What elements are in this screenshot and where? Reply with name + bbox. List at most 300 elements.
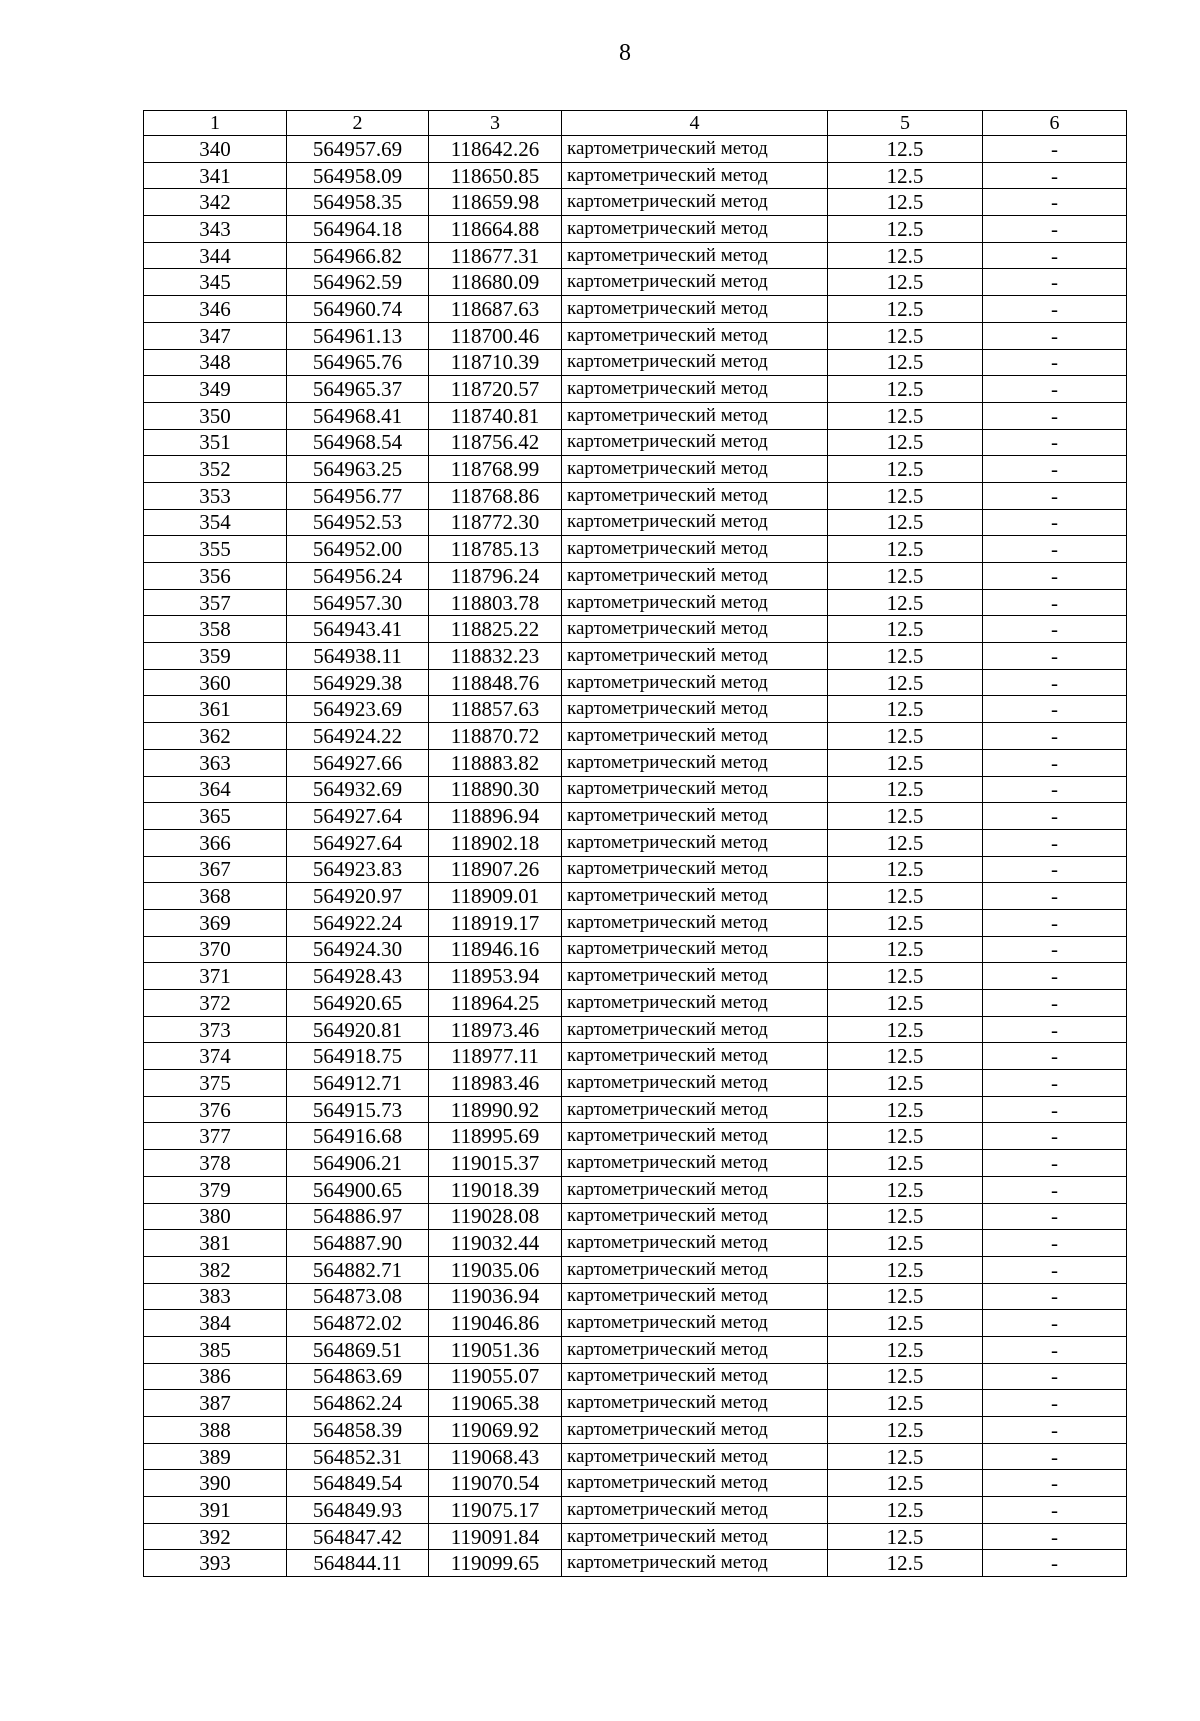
note-cell: - xyxy=(983,776,1127,803)
x-coordinate-cell: 564849.54 xyxy=(287,1470,429,1497)
x-coordinate-cell: 564938.11 xyxy=(287,643,429,670)
note-cell: - xyxy=(983,456,1127,483)
method-cell: картометрический метод xyxy=(562,936,828,963)
x-coordinate-cell: 564922.24 xyxy=(287,909,429,936)
table-row xyxy=(144,242,1127,269)
point-number-cell: 385 xyxy=(144,1336,287,1363)
page-number: 8 xyxy=(619,40,631,66)
accuracy-cell: 12.5 xyxy=(828,1497,983,1524)
note-cell: - xyxy=(983,829,1127,856)
accuracy-cell: 12.5 xyxy=(828,643,983,670)
x-coordinate-cell: 564928.43 xyxy=(287,963,429,990)
table-row xyxy=(144,189,1127,216)
method-cell: картометрический метод xyxy=(562,589,828,616)
table-row xyxy=(144,1310,1127,1337)
method-cell: картометрический метод xyxy=(562,1096,828,1123)
table-row xyxy=(144,1390,1127,1417)
x-coordinate-cell: 564964.18 xyxy=(287,216,429,243)
y-coordinate-cell: 118896.94 xyxy=(429,803,562,830)
method-cell: картометрический метод xyxy=(562,1497,828,1524)
y-coordinate-cell: 118768.99 xyxy=(429,456,562,483)
accuracy-cell: 12.5 xyxy=(828,1550,983,1577)
method-cell: картометрический метод xyxy=(562,829,828,856)
table-row xyxy=(144,1150,1127,1177)
point-number-cell: 375 xyxy=(144,1070,287,1097)
accuracy-cell: 12.5 xyxy=(828,216,983,243)
y-coordinate-cell: 119046.86 xyxy=(429,1310,562,1337)
point-number-cell: 349 xyxy=(144,376,287,403)
accuracy-cell: 12.5 xyxy=(828,1070,983,1097)
note-cell: - xyxy=(983,1363,1127,1390)
x-coordinate-cell: 564957.69 xyxy=(287,136,429,163)
note-cell: - xyxy=(983,1230,1127,1257)
y-coordinate-cell: 119051.36 xyxy=(429,1336,562,1363)
method-cell: картометрический метод xyxy=(562,1070,828,1097)
point-number-cell: 341 xyxy=(144,162,287,189)
point-number-cell: 366 xyxy=(144,829,287,856)
y-coordinate-cell: 119055.07 xyxy=(429,1363,562,1390)
method-cell: картометрический метод xyxy=(562,482,828,509)
note-cell: - xyxy=(983,1523,1127,1550)
x-coordinate-cell: 564952.53 xyxy=(287,509,429,536)
point-number-cell: 391 xyxy=(144,1497,287,1524)
point-number-cell: 365 xyxy=(144,803,287,830)
accuracy-cell: 12.5 xyxy=(828,429,983,456)
accuracy-cell: 12.5 xyxy=(828,589,983,616)
note-cell: - xyxy=(983,589,1127,616)
method-cell: картометрический метод xyxy=(562,269,828,296)
accuracy-cell: 12.5 xyxy=(828,456,983,483)
note-cell: - xyxy=(983,136,1127,163)
accuracy-cell: 12.5 xyxy=(828,723,983,750)
point-number-cell: 392 xyxy=(144,1523,287,1550)
note-cell: - xyxy=(983,1310,1127,1337)
x-coordinate-cell: 564862.24 xyxy=(287,1390,429,1417)
x-coordinate-cell: 564923.83 xyxy=(287,856,429,883)
point-number-cell: 343 xyxy=(144,216,287,243)
y-coordinate-cell: 119035.06 xyxy=(429,1256,562,1283)
note-cell: - xyxy=(983,376,1127,403)
accuracy-cell: 12.5 xyxy=(828,1203,983,1230)
method-cell: картометрический метод xyxy=(562,963,828,990)
y-coordinate-cell: 118659.98 xyxy=(429,189,562,216)
accuracy-cell: 12.5 xyxy=(828,136,983,163)
y-coordinate-cell: 118907.26 xyxy=(429,856,562,883)
note-cell: - xyxy=(983,1016,1127,1043)
y-coordinate-cell: 118796.24 xyxy=(429,563,562,590)
note-cell: - xyxy=(983,536,1127,563)
table-row xyxy=(144,482,1127,509)
x-coordinate-cell: 564968.54 xyxy=(287,429,429,456)
accuracy-cell: 12.5 xyxy=(828,1176,983,1203)
note-cell: - xyxy=(983,216,1127,243)
accuracy-cell: 12.5 xyxy=(828,1123,983,1150)
coordinates-table xyxy=(143,110,1127,1577)
accuracy-cell: 12.5 xyxy=(828,963,983,990)
method-cell: картометрический метод xyxy=(562,1176,828,1203)
table-row xyxy=(144,376,1127,403)
point-number-cell: 373 xyxy=(144,1016,287,1043)
table-row xyxy=(144,883,1127,910)
note-cell: - xyxy=(983,1256,1127,1283)
y-coordinate-cell: 118700.46 xyxy=(429,322,562,349)
method-cell: картометрический метод xyxy=(562,322,828,349)
point-number-cell: 384 xyxy=(144,1310,287,1337)
method-cell: картометрический метод xyxy=(562,456,828,483)
method-cell: картометрический метод xyxy=(562,349,828,376)
x-coordinate-cell: 564869.51 xyxy=(287,1336,429,1363)
method-cell: картометрический метод xyxy=(562,1550,828,1577)
x-coordinate-cell: 564915.73 xyxy=(287,1096,429,1123)
table-row xyxy=(144,1497,1127,1524)
table-row xyxy=(144,616,1127,643)
accuracy-cell: 12.5 xyxy=(828,1417,983,1444)
y-coordinate-cell: 118664.88 xyxy=(429,216,562,243)
accuracy-cell: 12.5 xyxy=(828,269,983,296)
note-cell: - xyxy=(983,963,1127,990)
point-number-cell: 367 xyxy=(144,856,287,883)
method-cell: картометрический метод xyxy=(562,1256,828,1283)
point-number-cell: 368 xyxy=(144,883,287,910)
method-cell: картометрический метод xyxy=(562,1016,828,1043)
y-coordinate-cell: 118973.46 xyxy=(429,1016,562,1043)
accuracy-cell: 12.5 xyxy=(828,349,983,376)
table-row xyxy=(144,1417,1127,1444)
y-coordinate-cell: 119068.43 xyxy=(429,1443,562,1470)
method-cell: картометрический метод xyxy=(562,1417,828,1444)
note-cell: - xyxy=(983,1070,1127,1097)
accuracy-cell: 12.5 xyxy=(828,1336,983,1363)
y-coordinate-cell: 119091.84 xyxy=(429,1523,562,1550)
y-coordinate-cell: 119065.38 xyxy=(429,1390,562,1417)
note-cell: - xyxy=(983,1336,1127,1363)
point-number-cell: 387 xyxy=(144,1390,287,1417)
table-row xyxy=(144,696,1127,723)
note-cell: - xyxy=(983,1497,1127,1524)
note-cell: - xyxy=(983,1203,1127,1230)
accuracy-cell: 12.5 xyxy=(828,990,983,1017)
table-row xyxy=(144,643,1127,670)
x-coordinate-cell: 564965.37 xyxy=(287,376,429,403)
point-number-cell: 376 xyxy=(144,1096,287,1123)
x-coordinate-cell: 564965.76 xyxy=(287,349,429,376)
table-row xyxy=(144,1176,1127,1203)
point-number-cell: 382 xyxy=(144,1256,287,1283)
note-cell: - xyxy=(983,269,1127,296)
accuracy-cell: 12.5 xyxy=(828,669,983,696)
y-coordinate-cell: 118995.69 xyxy=(429,1123,562,1150)
y-coordinate-cell: 119069.92 xyxy=(429,1417,562,1444)
point-number-cell: 381 xyxy=(144,1230,287,1257)
point-number-cell: 393 xyxy=(144,1550,287,1577)
method-cell: картометрический метод xyxy=(562,402,828,429)
note-cell: - xyxy=(983,162,1127,189)
note-cell: - xyxy=(983,723,1127,750)
y-coordinate-cell: 119075.17 xyxy=(429,1497,562,1524)
y-coordinate-cell: 118953.94 xyxy=(429,963,562,990)
y-coordinate-cell: 119028.08 xyxy=(429,1203,562,1230)
table-row xyxy=(144,803,1127,830)
accuracy-cell: 12.5 xyxy=(828,322,983,349)
table-row xyxy=(144,296,1127,323)
point-number-cell: 348 xyxy=(144,349,287,376)
accuracy-cell: 12.5 xyxy=(828,1523,983,1550)
point-number-cell: 390 xyxy=(144,1470,287,1497)
method-cell: картометрический метод xyxy=(562,643,828,670)
point-number-cell: 345 xyxy=(144,269,287,296)
x-coordinate-cell: 564963.25 xyxy=(287,456,429,483)
table-row xyxy=(144,963,1127,990)
accuracy-cell: 12.5 xyxy=(828,1016,983,1043)
x-coordinate-cell: 564952.00 xyxy=(287,536,429,563)
point-number-cell: 371 xyxy=(144,963,287,990)
y-coordinate-cell: 118909.01 xyxy=(429,883,562,910)
accuracy-cell: 12.5 xyxy=(828,1230,983,1257)
x-coordinate-cell: 564968.41 xyxy=(287,402,429,429)
method-cell: картометрический метод xyxy=(562,1203,828,1230)
x-coordinate-cell: 564887.90 xyxy=(287,1230,429,1257)
table-row xyxy=(144,1230,1127,1257)
note-cell: - xyxy=(983,803,1127,830)
x-coordinate-cell: 564886.97 xyxy=(287,1203,429,1230)
point-number-cell: 340 xyxy=(144,136,287,163)
note-cell: - xyxy=(983,563,1127,590)
method-cell: картометрический метод xyxy=(562,1470,828,1497)
accuracy-cell: 12.5 xyxy=(828,909,983,936)
accuracy-cell: 12.5 xyxy=(828,1363,983,1390)
method-cell: картометрический метод xyxy=(562,376,828,403)
method-cell: картометрический метод xyxy=(562,1336,828,1363)
x-coordinate-cell: 564882.71 xyxy=(287,1256,429,1283)
y-coordinate-cell: 119018.39 xyxy=(429,1176,562,1203)
method-cell: картометрический метод xyxy=(562,1043,828,1070)
x-coordinate-cell: 564920.65 xyxy=(287,990,429,1017)
method-cell: картометрический метод xyxy=(562,1283,828,1310)
note-cell: - xyxy=(983,242,1127,269)
note-cell: - xyxy=(983,643,1127,670)
point-number-cell: 372 xyxy=(144,990,287,1017)
point-number-cell: 364 xyxy=(144,776,287,803)
table-row xyxy=(144,1363,1127,1390)
note-cell: - xyxy=(983,669,1127,696)
table-row xyxy=(144,322,1127,349)
header-row xyxy=(144,111,1127,136)
y-coordinate-cell: 118883.82 xyxy=(429,749,562,776)
accuracy-cell: 12.5 xyxy=(828,1390,983,1417)
accuracy-cell: 12.5 xyxy=(828,883,983,910)
point-number-cell: 388 xyxy=(144,1417,287,1444)
y-coordinate-cell: 118919.17 xyxy=(429,909,562,936)
accuracy-cell: 12.5 xyxy=(828,776,983,803)
method-cell: картометрический метод xyxy=(562,669,828,696)
y-coordinate-cell: 118772.30 xyxy=(429,509,562,536)
y-coordinate-cell: 119070.54 xyxy=(429,1470,562,1497)
table-row xyxy=(144,1550,1127,1577)
accuracy-cell: 12.5 xyxy=(828,509,983,536)
table-row xyxy=(144,990,1127,1017)
note-cell: - xyxy=(983,429,1127,456)
note-cell: - xyxy=(983,349,1127,376)
accuracy-cell: 12.5 xyxy=(828,803,983,830)
table-row xyxy=(144,856,1127,883)
y-coordinate-cell: 118890.30 xyxy=(429,776,562,803)
accuracy-cell: 12.5 xyxy=(828,1256,983,1283)
accuracy-cell: 12.5 xyxy=(828,829,983,856)
y-coordinate-cell: 118720.57 xyxy=(429,376,562,403)
x-coordinate-cell: 564852.31 xyxy=(287,1443,429,1470)
point-number-cell: 352 xyxy=(144,456,287,483)
column-header-2: 2 xyxy=(287,111,429,136)
accuracy-cell: 12.5 xyxy=(828,856,983,883)
note-cell: - xyxy=(983,189,1127,216)
y-coordinate-cell: 118857.63 xyxy=(429,696,562,723)
table-row xyxy=(144,509,1127,536)
note-cell: - xyxy=(983,509,1127,536)
x-coordinate-cell: 564962.59 xyxy=(287,269,429,296)
y-coordinate-cell: 118902.18 xyxy=(429,829,562,856)
point-number-cell: 378 xyxy=(144,1150,287,1177)
y-coordinate-cell: 118677.31 xyxy=(429,242,562,269)
y-coordinate-cell: 118740.81 xyxy=(429,402,562,429)
table-row xyxy=(144,1256,1127,1283)
accuracy-cell: 12.5 xyxy=(828,376,983,403)
x-coordinate-cell: 564873.08 xyxy=(287,1283,429,1310)
accuracy-cell: 12.5 xyxy=(828,296,983,323)
point-number-cell: 370 xyxy=(144,936,287,963)
x-coordinate-cell: 564961.13 xyxy=(287,322,429,349)
y-coordinate-cell: 118710.39 xyxy=(429,349,562,376)
point-number-cell: 389 xyxy=(144,1443,287,1470)
accuracy-cell: 12.5 xyxy=(828,749,983,776)
accuracy-cell: 12.5 xyxy=(828,482,983,509)
y-coordinate-cell: 118687.63 xyxy=(429,296,562,323)
point-number-cell: 346 xyxy=(144,296,287,323)
method-cell: картометрический метод xyxy=(562,242,828,269)
accuracy-cell: 12.5 xyxy=(828,536,983,563)
method-cell: картометрический метод xyxy=(562,1230,828,1257)
column-header-4: 4 xyxy=(562,111,828,136)
point-number-cell: 354 xyxy=(144,509,287,536)
y-coordinate-cell: 119036.94 xyxy=(429,1283,562,1310)
table-row xyxy=(144,402,1127,429)
column-header-3: 3 xyxy=(429,111,562,136)
method-cell: картометрический метод xyxy=(562,1390,828,1417)
x-coordinate-cell: 564924.30 xyxy=(287,936,429,963)
point-number-cell: 344 xyxy=(144,242,287,269)
note-cell: - xyxy=(983,1176,1127,1203)
y-coordinate-cell: 118785.13 xyxy=(429,536,562,563)
table-row xyxy=(144,936,1127,963)
x-coordinate-cell: 564932.69 xyxy=(287,776,429,803)
note-cell: - xyxy=(983,1550,1127,1577)
table-row xyxy=(144,1470,1127,1497)
accuracy-cell: 12.5 xyxy=(828,162,983,189)
method-cell: картометрический метод xyxy=(562,776,828,803)
note-cell: - xyxy=(983,296,1127,323)
y-coordinate-cell: 119099.65 xyxy=(429,1550,562,1577)
x-coordinate-cell: 564958.09 xyxy=(287,162,429,189)
method-cell: картометрический метод xyxy=(562,696,828,723)
note-cell: - xyxy=(983,883,1127,910)
note-cell: - xyxy=(983,856,1127,883)
accuracy-cell: 12.5 xyxy=(828,936,983,963)
method-cell: картометрический метод xyxy=(562,1150,828,1177)
note-cell: - xyxy=(983,990,1127,1017)
y-coordinate-cell: 118946.16 xyxy=(429,936,562,963)
method-cell: картометрический метод xyxy=(562,509,828,536)
y-coordinate-cell: 118756.42 xyxy=(429,429,562,456)
y-coordinate-cell: 118990.92 xyxy=(429,1096,562,1123)
x-coordinate-cell: 564956.24 xyxy=(287,563,429,590)
point-number-cell: 358 xyxy=(144,616,287,643)
x-coordinate-cell: 564863.69 xyxy=(287,1363,429,1390)
accuracy-cell: 12.5 xyxy=(828,402,983,429)
x-coordinate-cell: 564927.64 xyxy=(287,803,429,830)
method-cell: картометрический метод xyxy=(562,1310,828,1337)
x-coordinate-cell: 564927.64 xyxy=(287,829,429,856)
method-cell: картометрический метод xyxy=(562,883,828,910)
accuracy-cell: 12.5 xyxy=(828,616,983,643)
note-cell: - xyxy=(983,322,1127,349)
method-cell: картометрический метод xyxy=(562,136,828,163)
x-coordinate-cell: 564958.35 xyxy=(287,189,429,216)
point-number-cell: 379 xyxy=(144,1176,287,1203)
point-number-cell: 351 xyxy=(144,429,287,456)
y-coordinate-cell: 118642.26 xyxy=(429,136,562,163)
y-coordinate-cell: 118825.22 xyxy=(429,616,562,643)
point-number-cell: 355 xyxy=(144,536,287,563)
point-number-cell: 350 xyxy=(144,402,287,429)
note-cell: - xyxy=(983,936,1127,963)
note-cell: - xyxy=(983,1417,1127,1444)
column-header-1: 1 xyxy=(144,111,287,136)
point-number-cell: 361 xyxy=(144,696,287,723)
x-coordinate-cell: 564858.39 xyxy=(287,1417,429,1444)
table-row xyxy=(144,1096,1127,1123)
table-row xyxy=(144,349,1127,376)
table-row xyxy=(144,1283,1127,1310)
x-coordinate-cell: 564918.75 xyxy=(287,1043,429,1070)
method-cell: картометрический метод xyxy=(562,909,828,936)
point-number-cell: 359 xyxy=(144,643,287,670)
table-row xyxy=(144,589,1127,616)
y-coordinate-cell: 118832.23 xyxy=(429,643,562,670)
x-coordinate-cell: 564872.02 xyxy=(287,1310,429,1337)
point-number-cell: 353 xyxy=(144,482,287,509)
method-cell: картометрический метод xyxy=(562,616,828,643)
x-coordinate-cell: 564906.21 xyxy=(287,1150,429,1177)
table-row xyxy=(144,216,1127,243)
method-cell: картометрический метод xyxy=(562,189,828,216)
method-cell: картометрический метод xyxy=(562,1443,828,1470)
table-row xyxy=(144,429,1127,456)
note-cell: - xyxy=(983,696,1127,723)
method-cell: картометрический метод xyxy=(562,429,828,456)
table-row xyxy=(144,669,1127,696)
method-cell: картометрический метод xyxy=(562,162,828,189)
y-coordinate-cell: 118803.78 xyxy=(429,589,562,616)
x-coordinate-cell: 564900.65 xyxy=(287,1176,429,1203)
point-number-cell: 374 xyxy=(144,1043,287,1070)
method-cell: картометрический метод xyxy=(562,536,828,563)
accuracy-cell: 12.5 xyxy=(828,189,983,216)
accuracy-cell: 12.5 xyxy=(828,1470,983,1497)
point-number-cell: 357 xyxy=(144,589,287,616)
method-cell: картометрический метод xyxy=(562,990,828,1017)
x-coordinate-cell: 564912.71 xyxy=(287,1070,429,1097)
y-coordinate-cell: 118848.76 xyxy=(429,669,562,696)
table-row xyxy=(144,723,1127,750)
